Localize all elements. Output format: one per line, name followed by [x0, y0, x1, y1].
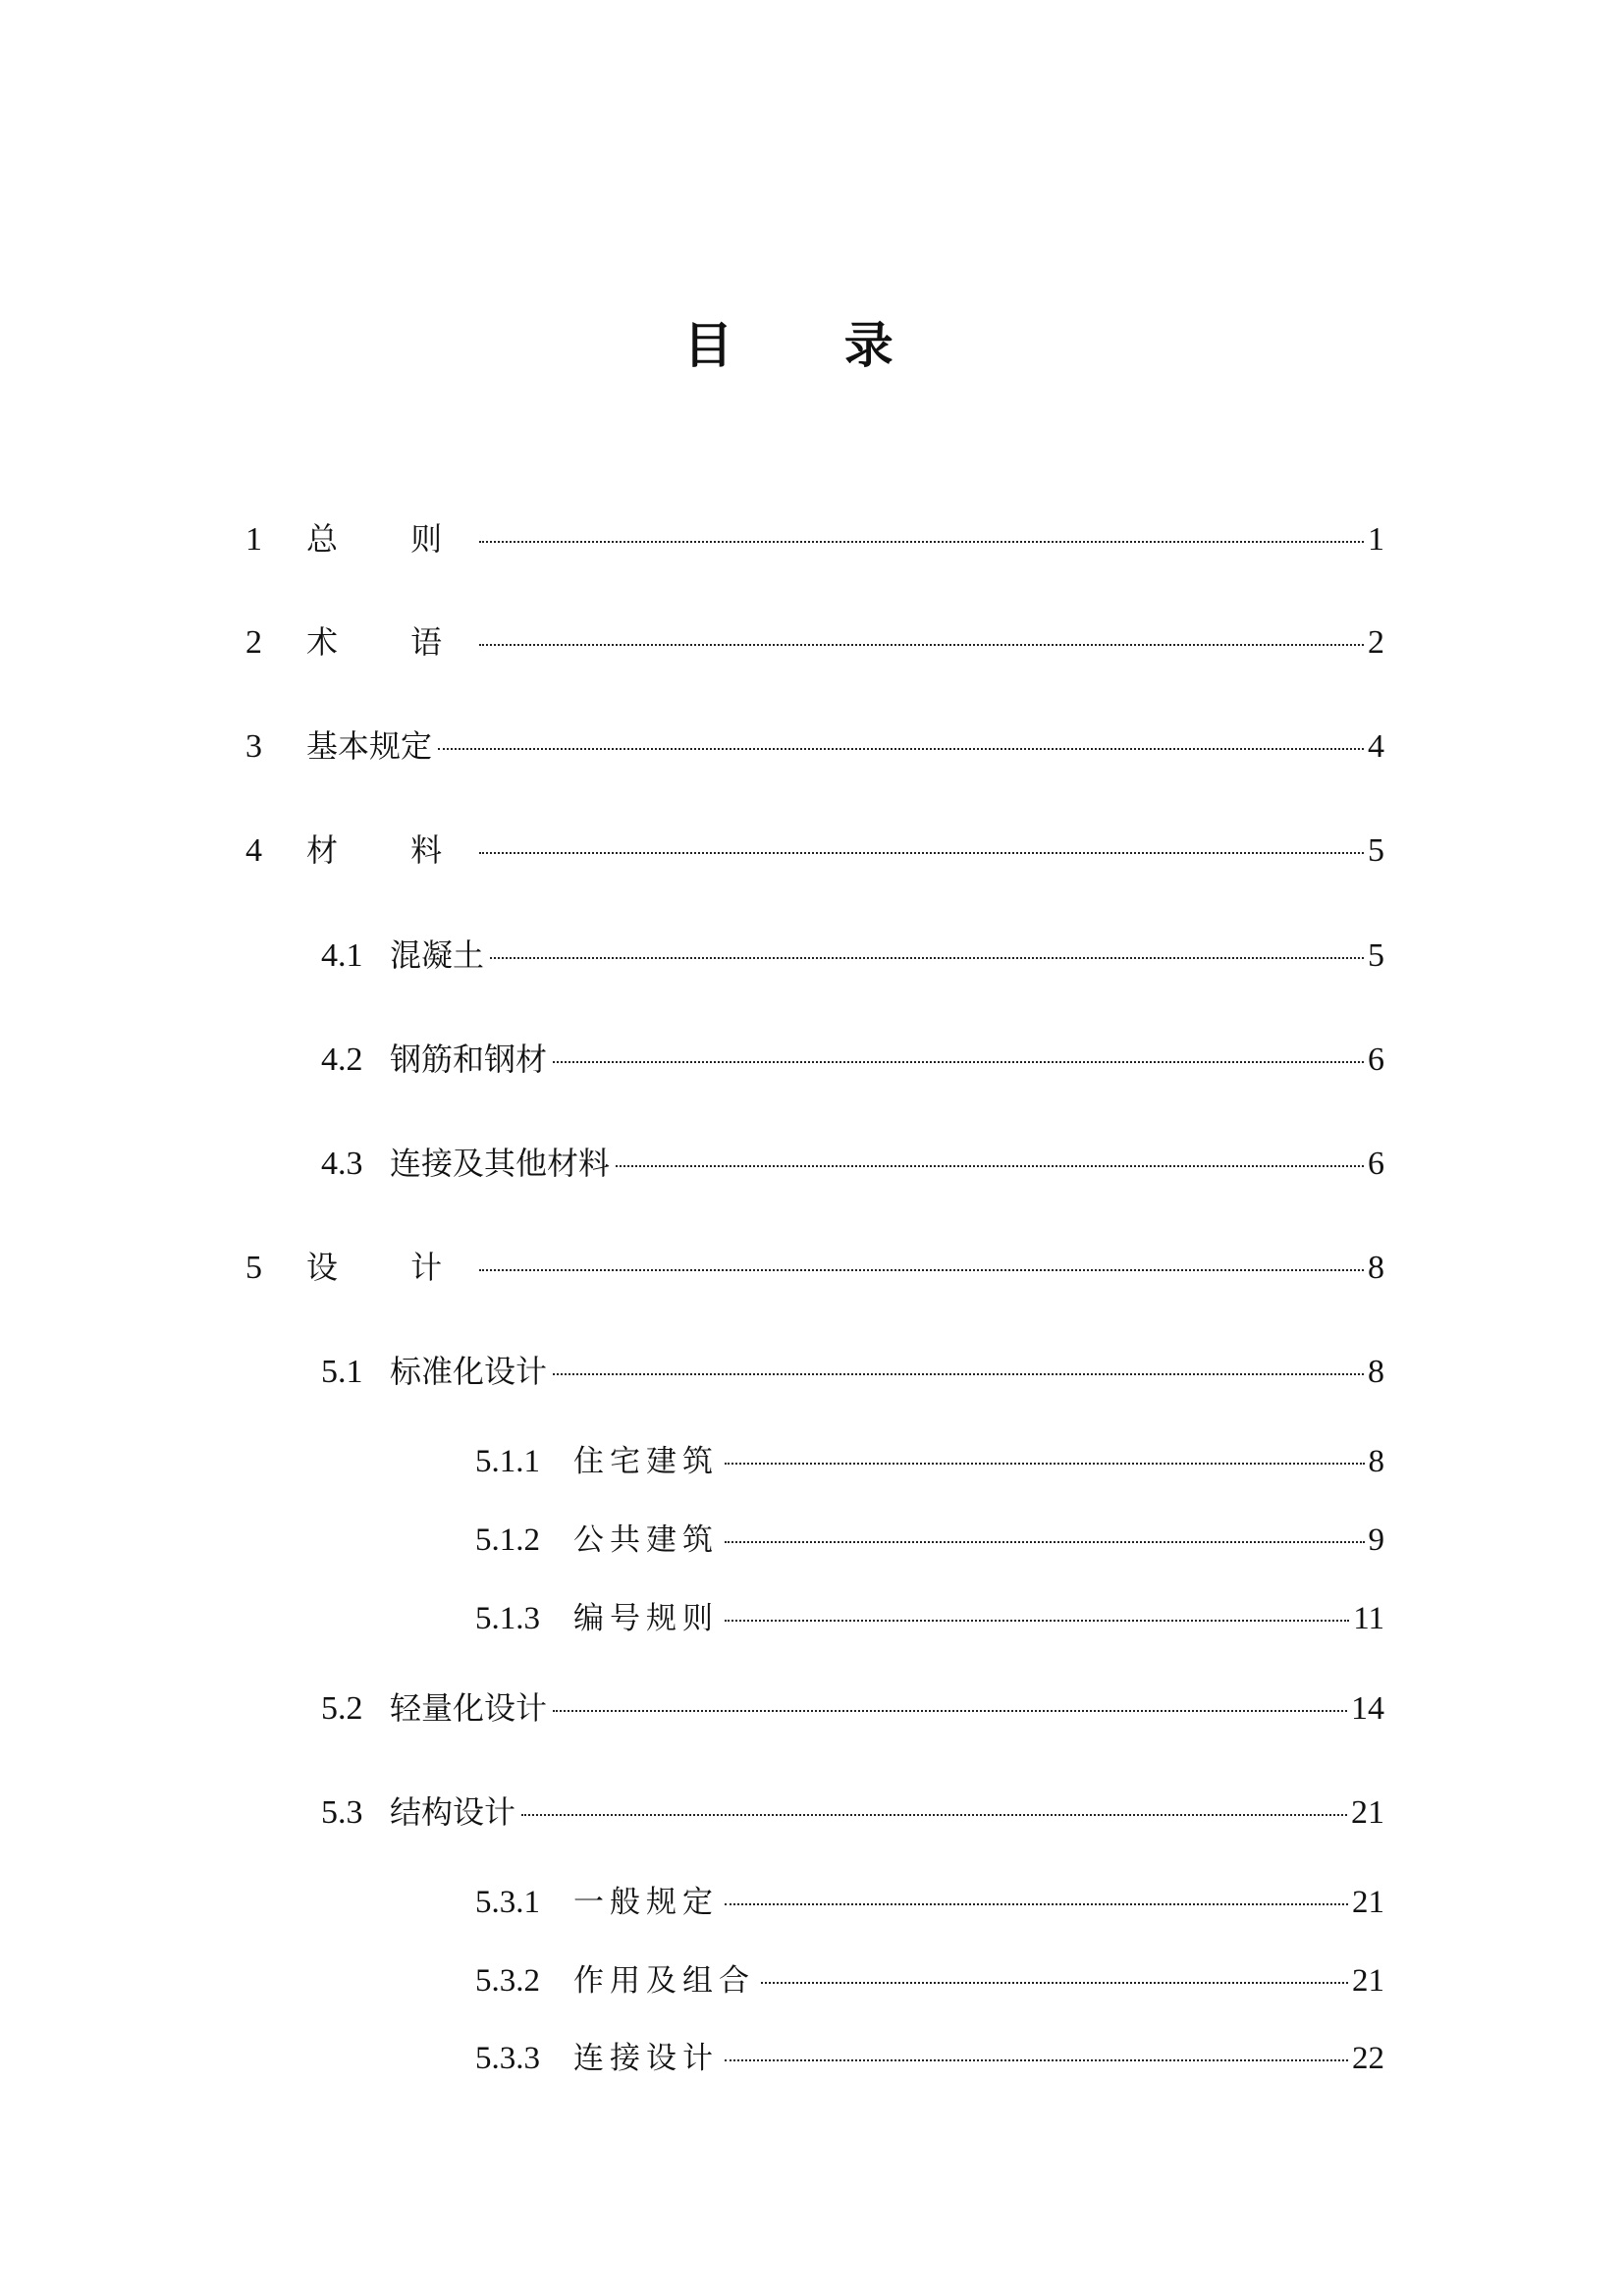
toc-entry[interactable]: [475, 1519, 1384, 1562]
toc-page-number: 22: [1352, 2041, 1384, 2076]
toc-entry[interactable]: [321, 1142, 1384, 1185]
toc-number: 5.1.1: [475, 1444, 540, 1479]
toc-page-number: 1: [1368, 521, 1384, 558]
toc-title: 总 则: [306, 520, 474, 558]
toc-title: 基本规定: [306, 727, 433, 765]
toc-page-number: 21: [1352, 1963, 1384, 1999]
toc-dot-leader: [616, 1165, 1364, 1167]
toc-entry[interactable]: [245, 517, 1384, 561]
toc-title: 标准化设计: [390, 1353, 548, 1390]
toc-dot-leader: [479, 852, 1364, 854]
toc-page-number: 5: [1368, 937, 1384, 974]
toc-entry[interactable]: [321, 1790, 1384, 1834]
toc-page-number: 21: [1351, 1794, 1384, 1831]
toc-number: 5.3.1: [475, 1885, 540, 1920]
page-title: 目 录: [683, 317, 941, 374]
toc-dot-leader: [553, 1373, 1364, 1375]
toc-entry[interactable]: [475, 1881, 1384, 1924]
toc-page-number: 6: [1368, 1146, 1384, 1182]
toc-page-number: 11: [1353, 1601, 1384, 1636]
toc-title: 住宅建筑: [573, 1444, 719, 1479]
toc-title: 连接设计: [573, 2041, 719, 2076]
toc-dot-leader: [725, 2059, 1348, 2061]
toc-entry[interactable]: [321, 934, 1384, 977]
toc-page-number: 21: [1352, 1885, 1384, 1920]
toc-number: 5.3.3: [475, 2041, 540, 2076]
toc-title: 连接及其他材料: [390, 1145, 611, 1182]
toc-entry[interactable]: [245, 828, 1384, 872]
toc-title: 轻量化设计: [390, 1689, 548, 1727]
toc-number: 1: [245, 521, 262, 558]
toc-title: 一般规定: [573, 1885, 719, 1920]
toc-dot-leader: [438, 748, 1364, 750]
toc-title: 公共建筑: [573, 1522, 719, 1558]
toc-entry[interactable]: [475, 2037, 1384, 2080]
toc-number: 4.2: [321, 1041, 363, 1078]
toc-page-number: 8: [1368, 1354, 1384, 1390]
toc-page-number: 2: [1368, 624, 1384, 661]
toc-entry[interactable]: [475, 1959, 1384, 2002]
toc-dot-leader: [479, 541, 1364, 543]
toc-dot-leader: [479, 644, 1364, 646]
toc-dot-leader: [490, 957, 1364, 959]
toc-title: 钢筋和钢材: [390, 1041, 548, 1078]
toc-entry[interactable]: [245, 724, 1384, 768]
toc-number: 5.3.2: [475, 1963, 540, 1999]
toc-entry[interactable]: [475, 1440, 1384, 1483]
toc-dot-leader: [725, 1620, 1349, 1622]
toc-page-number: 5: [1368, 832, 1384, 869]
toc-dot-leader: [725, 1463, 1365, 1465]
toc-title: 结构设计: [390, 1793, 516, 1831]
toc-entry[interactable]: [475, 1597, 1384, 1640]
toc-dot-leader: [553, 1710, 1347, 1712]
toc-page-number: 8: [1368, 1444, 1384, 1479]
toc-entry[interactable]: [321, 1038, 1384, 1081]
toc-title: 设 计: [306, 1249, 474, 1286]
toc-dot-leader: [725, 1903, 1348, 1905]
toc-page-number: 14: [1351, 1690, 1384, 1727]
toc-number: 5.1.3: [475, 1601, 540, 1636]
toc-entry[interactable]: [245, 1246, 1384, 1289]
toc-number: 4: [245, 832, 262, 869]
toc-number: 3: [245, 728, 262, 765]
toc-number: 5.1.2: [475, 1522, 540, 1558]
toc-page-number: 8: [1368, 1250, 1384, 1286]
toc-title: 混凝土: [390, 936, 485, 974]
toc-title: 编号规则: [573, 1601, 719, 1636]
toc-page-number: 4: [1368, 728, 1384, 765]
toc-dot-leader: [521, 1814, 1347, 1816]
toc-title: 术 语: [306, 623, 474, 661]
toc-dot-leader: [761, 1982, 1348, 1984]
toc-number: 5.3: [321, 1794, 363, 1831]
toc-number: 2: [245, 624, 262, 661]
toc-dot-leader: [553, 1061, 1364, 1063]
toc-page-number: 6: [1368, 1041, 1384, 1078]
toc-title: 材 料: [306, 831, 474, 869]
toc-number: 4.3: [321, 1146, 363, 1182]
toc-dot-leader: [479, 1269, 1364, 1271]
toc-number: 5.1: [321, 1354, 363, 1390]
toc-dot-leader: [725, 1541, 1365, 1543]
toc-title: 作用及组合: [573, 1963, 755, 1999]
toc-number: 4.1: [321, 937, 363, 974]
toc-entry[interactable]: [321, 1350, 1384, 1393]
toc-entry[interactable]: [321, 1686, 1384, 1730]
toc-entry[interactable]: [245, 620, 1384, 664]
toc-number: 5: [245, 1250, 262, 1286]
toc-number: 5.2: [321, 1690, 363, 1727]
toc-page-number: 9: [1368, 1522, 1384, 1558]
